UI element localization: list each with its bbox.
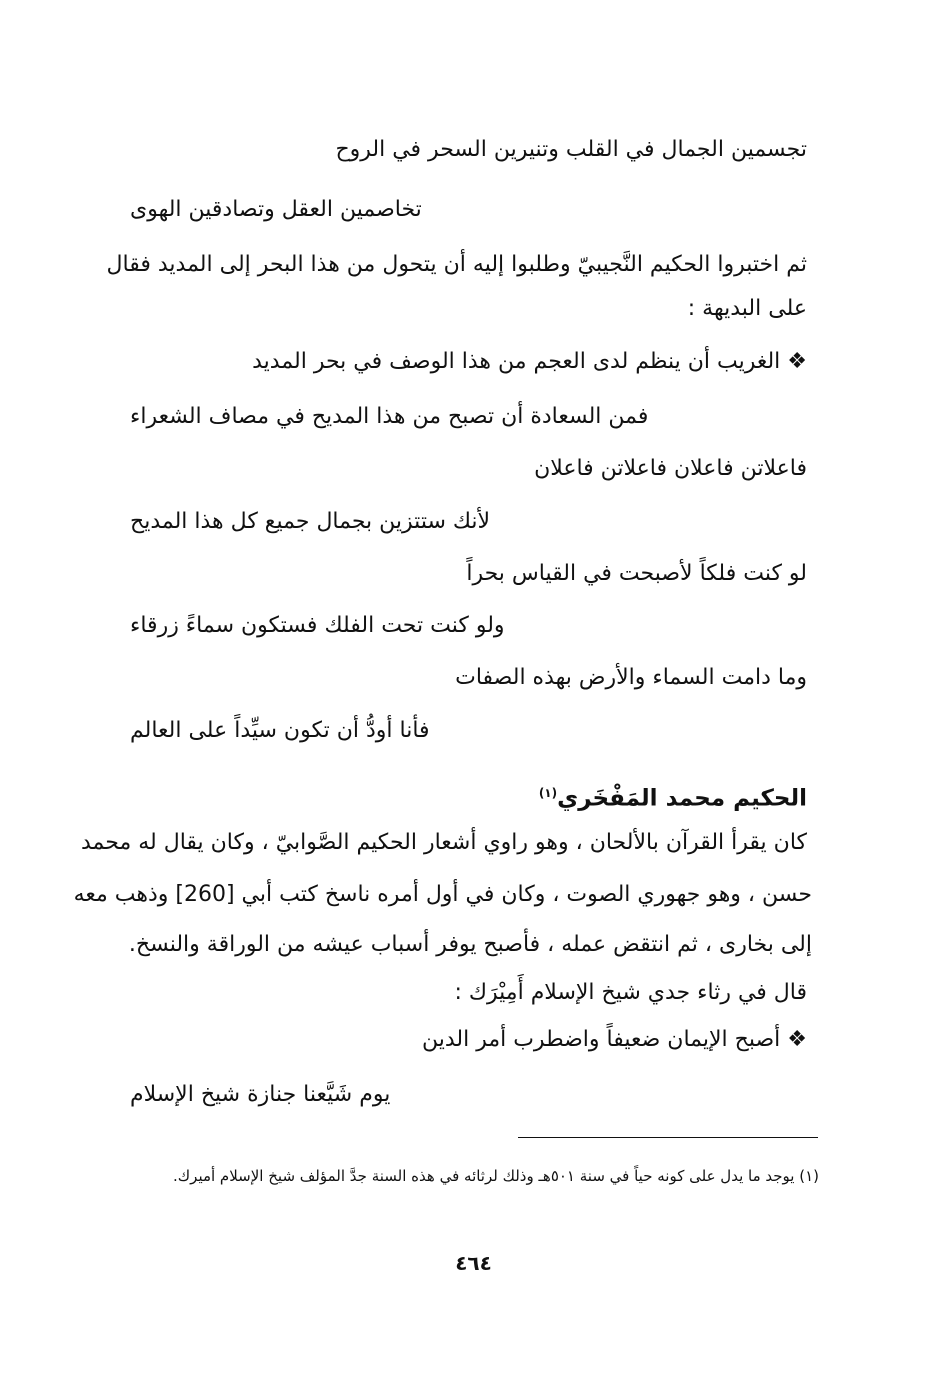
verse-line: فمن السعادة أن تصبح من هذا المديح في مصاف الشعراء [130, 404, 649, 429]
verse-line: لأنك ستتزين بجمال جميع كل هذا المديح [130, 509, 491, 534]
footnote-ref: (١) [538, 786, 558, 800]
verse-line: لو كنت فلكاً لأصبحت في القياس بحراً [466, 561, 807, 586]
verse-line: ❖ أصبح الإيمان ضعيفاً واضطرب أمر الدين [421, 1027, 807, 1052]
prose-line: كان يقرأ القرآن بالألحان ، وهو راوي أشعار الحكيم الصَّوابيّ ، وكان يقال له محمد [80, 830, 807, 855]
footnote: (١) يوجد ما يدل على كونه حياً في سنة ٥٠١هـ وذلك لرثائه في هذه السنة جدَّ المؤلف شيخ الإسلام أميرك. [173, 1167, 819, 1185]
heading-title: الحكيم محمد المَفْخَري [557, 785, 807, 812]
prose-line: إلى بخارى ، ثم انتقض عمله ، فأصبح يوفر أسباب عيشه من الوراقة والنسخ. [128, 932, 812, 957]
verse-line: تجسمين الجمال في القلب وتنيرين السحر في الروح [335, 137, 807, 162]
verse-line: تخاصمين العقل وتصادقين الهوى [130, 197, 422, 222]
verse-line: ولو كنت تحت الفلك فستكون سماءً زرقاء [130, 613, 505, 638]
footnote-divider [518, 1137, 818, 1138]
verse-line: فاعلاتن فاعلان فاعلاتن فاعلان [534, 456, 807, 481]
verse-line: يوم شَيَّعنا جنازة شيخ الإسلام [130, 1082, 391, 1107]
prose-line: حسن ، وهو جهوري الصوت ، وكان في أول أمره ناسخ كتب أبي [260] وذهب معه [73, 882, 812, 907]
verse-line: ❖ الغريب أن ينظم لدى العجم من هذا الوصف في بحر المديد [252, 349, 807, 374]
verse-line: وما دامت السماء والأرض بهذه الصفات [455, 665, 807, 690]
page-number: ٤٦٤ [455, 1251, 492, 1275]
verse-line: فأنا أودُّ أن تكون سيِّداً على العالم [130, 718, 430, 743]
prose-line: قال في رثاء جدي شيخ الإسلام أَمِيْرَك : [454, 980, 807, 1005]
section-heading [539, 776, 807, 816]
prose-line: على البديهة : [687, 296, 807, 321]
prose-line: ثم اختبروا الحكيم النَّجيبيّ وطلبوا إليه أن يتحول من هذا البحر إلى المديد فقال [106, 252, 807, 277]
